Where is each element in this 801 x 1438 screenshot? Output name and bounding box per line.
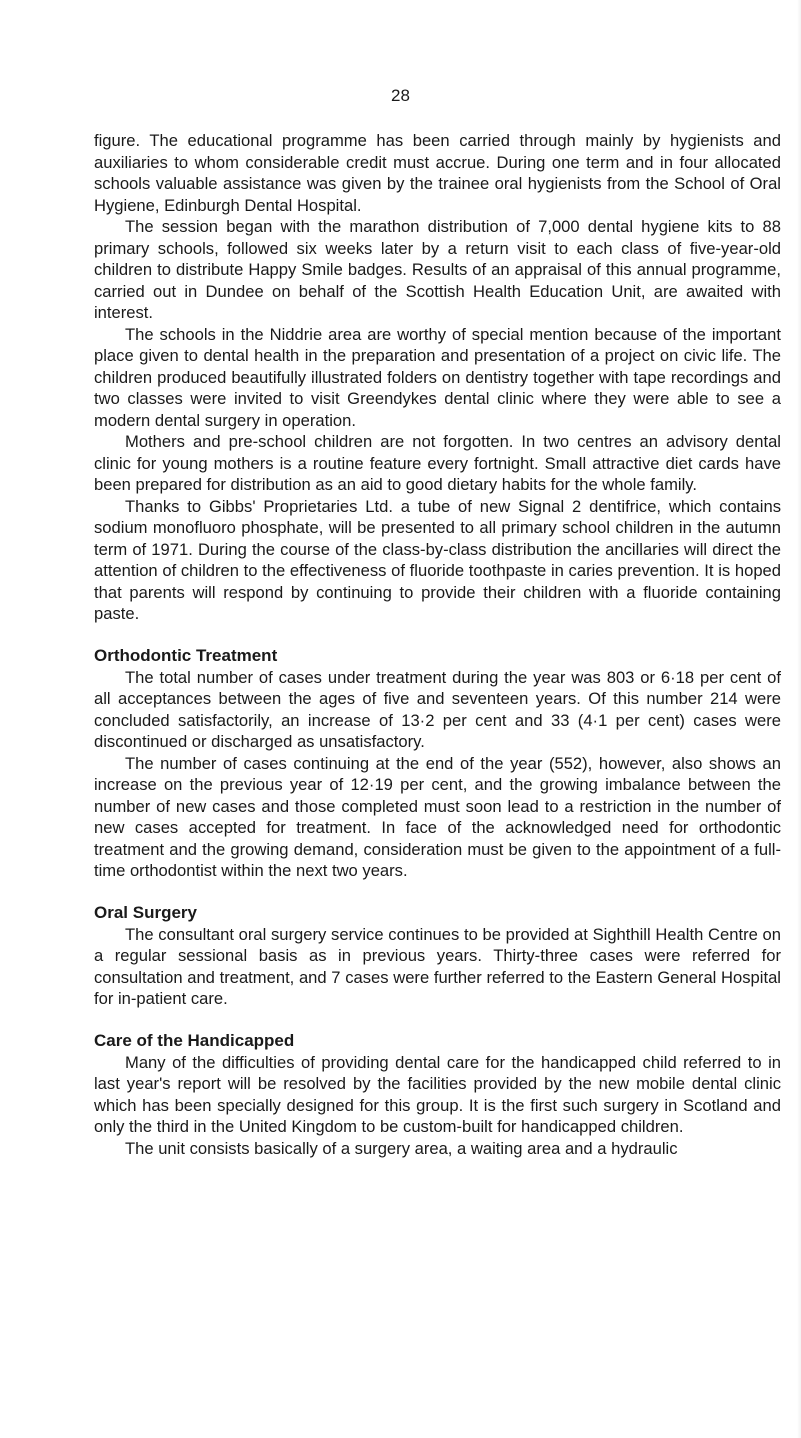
paragraph: The total number of cases under treatment during the year was 803 or 6·18 per cent of all acceptances between the ages of five and seventeen years. Of this number 214 were concluded satisfactorily, an increase of 13·2 per cent and 33 (4·1 per cent) cases were discontinued or discharged as unsatisfactory. <box>94 667 781 751</box>
section-heading-orthodontic: Orthodontic Treatment <box>94 645 278 665</box>
paragraph: The number of cases continuing at the end of the year (552), however, also shows an increase on the previous year of 12·19 per cent, and the growing imbalance between the number of new cases and those completed must soon lead to a restriction in the number of new cases accepted for treatment. In face of the acknowledged need for orthodontic treatment and the growing demand, consideration must be given to the appointment of a full-time orthodontist within the next two years. <box>94 753 781 880</box>
paragraph: Thanks to Gibbs' Proprietaries Ltd. a tube of new Signal 2 dentifrice, which contains sodium monofluoro phosphate, will be presented to all primary school children in the autumn term of 1971. During the course of the class-by-class distribution the ancillaries will direct the attention of children to the effectiveness of fluoride toothpaste in caries prevention. It is hoped that parents will respond by continuing to provide their children with a fluoride containing paste. <box>94 496 781 623</box>
paragraph: The consultant oral surgery service continues to be provided at Sighthill Health Centre on a regular sessional basis as in previous years. Thirty-three cases were referred for consultation and treatment, and 7 cases were further referred to the Eastern General Hospital for in-patient care. <box>94 924 781 1008</box>
paragraph: The unit consists basically of a surgery area, a waiting area and a hydraulic <box>125 1138 678 1158</box>
paragraph: figure. The educational programme has been carried through mainly by hygienists and auxiliaries to whom considerable credit must accrue. During one term and in four allocated schools valuable assistance was given by the trainee oral hygienists from the School of Oral Hygiene, Edinburgh Dental Hospital. <box>94 131 781 215</box>
page-number: 28 <box>391 86 410 105</box>
body-text <box>94 130 781 1159</box>
section-heading-handicapped: Care of the Handicapped <box>94 1030 295 1050</box>
paragraph: Mothers and pre-school children are not forgotten. In two centres an advisory dental clinic for young mothers is a routine feature every fortnight. Small attractive diet cards have been prepared for distribution as an aid to good dietary habits for the whole family. <box>94 432 781 494</box>
paragraph: The session began with the marathon distribution of 7,000 dental hygiene kits to 88 primary schools, followed six weeks later by a return visit to each class of five-year-old children to distribute Happy Smile badges. Results of an appraisal of this annual programme, carried out in Dundee on behalf of the Scottish Health Education Unit, are awaited with interest. <box>94 217 781 322</box>
paragraph: The schools in the Niddrie area are worthy of special mention because of the important place given to dental health in the preparation and presentation of a project on civic life. The children produced beautifully illustrated folders on dentistry together with tape recordings and two classes were invited to visit Greendykes dental clinic where they were able to see a modern dental surgery in operation. <box>94 324 781 430</box>
page-edge-shadow <box>797 0 801 1438</box>
section-heading-oral-surgery: Oral Surgery <box>94 902 197 922</box>
paragraph: Many of the difficulties of providing dental care for the handicapped child referred to in last year's report will be resolved by the facilities provided by the new mobile dental clinic which has been specially designed for this group. It is the first such surgery in Scotland and only the third in the United Kingdom to be custom-built for handicapped children. <box>94 1052 781 1136</box>
